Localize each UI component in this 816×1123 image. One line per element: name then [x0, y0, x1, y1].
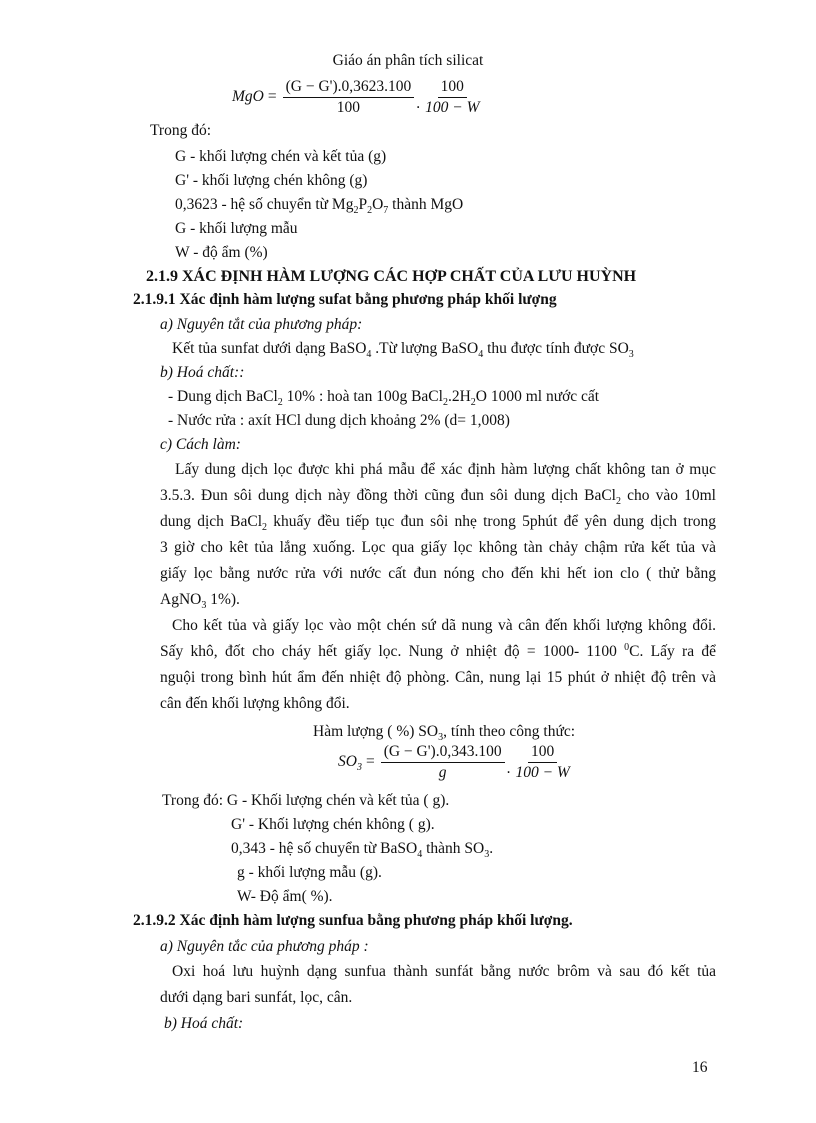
formula-dot: . — [416, 95, 421, 113]
formula-so3 — [338, 743, 575, 782]
def2-moisture: W- Độ ẩm( %). — [237, 888, 333, 905]
para3-line2: dưới dạng bari sunfát, lọc, cân. — [160, 989, 353, 1006]
section-heading-2192: 2.1.9.2 Xác định hàm lượng sunfua bằng phương pháp khối lượng. — [133, 912, 573, 929]
formula-mgo — [232, 78, 484, 117]
def-sample-mass: G - khối lượng mẫu — [175, 220, 298, 237]
b1-item-wash: - Nước rửa : axít HCl dung dịch khoảng 2% (d= 1,008) — [168, 412, 510, 429]
para2-line2: Sấy khô, đốt cho cháy hết giấy lọc. Nung ở nhiệt độ = 1000- 1100 $^0$C. Lấy ra để — [160, 641, 717, 660]
para1-line3: dung dịch BaCl$_2$ khuấy đều tiếp tục đun sôi nhẹ trong 5phút để yên dung dịch trong — [160, 513, 716, 534]
def2-g-prime: G' - Khối lượng chén không ( g). — [231, 816, 435, 833]
ham-luong-label: Hàm lượng ( %) $SO_3$, tính theo công thức: — [313, 723, 576, 744]
formula2-equals: = — [365, 753, 375, 771]
page-header: Giáo án phân tích silicat — [332, 52, 484, 69]
fraction-3 — [381, 743, 505, 782]
subheading-b1: b) Hoá chất:: — [160, 364, 245, 381]
para1-line6: AgNO$_3$ 1%). — [160, 591, 240, 612]
section-heading-219: 2.1.9 XÁC ĐỊNH HÀM LƯỢNG CÁC HỢP CHẤT CỦA LƯU HUỲNH — [146, 268, 637, 285]
fraction-2-denominator: 100 − W — [425, 98, 480, 116]
para1-line2: 3.5.3. Đun sôi dung dịch này đồng thời cũng đun sôi dung dịch BaCl$_2$ cho vào 10ml — [160, 487, 716, 508]
para2-line4: cân đến khối lượng không đổi. — [160, 695, 350, 712]
para1-line4: 3 giờ cho kêt tủa lắng xuống. Lọc qua giấy lọc không tàn chảy chậm rửa kết tủa và — [160, 539, 716, 556]
para1-line1: Lấy dung dịch lọc được khi phá mẫu để xác định hàm lượng chất không tan ở mục — [175, 461, 716, 478]
b1-item-bacl2: - Dung dịch BaCl$_2$ 10% : hoà tan 100g $BaCl_2.2H_2O$ 1000 ml nước cất — [168, 388, 600, 409]
def-g: G - khối lượng chén và kết tủa (g) — [175, 148, 387, 165]
formula-equals: = — [267, 88, 277, 106]
para2-line3: nguội trong bình hút ẩm đến nhiệt độ phòng. Cân, nung lại 15 phút ở nhiệt độ trên và — [160, 669, 716, 686]
fraction-1-denominator: 100 — [336, 98, 361, 116]
def-moisture: W - độ ẩm (%) — [175, 244, 268, 261]
fraction-2 — [422, 78, 482, 117]
formula2-lhs: $SO_3$ — [338, 753, 362, 774]
fraction-4-numerator: 100 — [528, 743, 557, 763]
trong-do-label: Trong đó: — [150, 122, 212, 139]
fraction-1 — [283, 78, 415, 117]
subheading-a1: a) Nguyên tắt của phương pháp: — [160, 316, 363, 333]
fraction-4-denominator: 100 − W — [515, 763, 570, 781]
fraction-4 — [512, 743, 572, 782]
def-g-prime: G' - khối lượng chén không (g) — [175, 172, 368, 189]
page-number: 16 — [692, 1059, 708, 1076]
para1-line5: giấy lọc bằng nước rửa với nước cất đun nóng cho đến khi hết ion clo ( thử bằng — [160, 565, 716, 582]
formula-lhs: MgO — [232, 88, 264, 106]
fraction-1-numerator: (G − G').0,3623.100 — [283, 78, 415, 98]
trong-do-2: Trong đó: G - Khối lượng chén và kết tủa ( g). — [162, 792, 450, 809]
a1-text: Kết tủa sunfat dưới dạng BaSO$_4$ .Từ lượng BaSO$_4$ thu được tính được $SO_3$ — [172, 340, 634, 361]
section-heading-2191: 2.1.9.1 Xác định hàm lượng sufat bằng phương pháp khối lượng — [133, 291, 557, 308]
def-coefficient: 0,3623 - hệ số chuyển từ $Mg_2P_2O_7$ thành MgO — [175, 196, 464, 217]
subheading-c1: c) Cách làm: — [160, 436, 241, 453]
def2-sample: g - khối lượng mẫu (g). — [237, 864, 382, 881]
formula2-dot: . — [506, 760, 511, 778]
fraction-2-numerator: 100 — [438, 78, 467, 98]
para2-line1: Cho kết tủa và giấy lọc vào một chén sứ dã nung và cân đến khối lượng không đổi. — [172, 617, 716, 634]
subheading-b2: b) Hoá chất: — [164, 1015, 244, 1032]
para3-line1: Oxi hoá lưu huỳnh dạng sunfua thành sunfát bằng nước brôm và sau đó kết tủa — [172, 963, 716, 980]
fraction-3-denominator: g — [438, 763, 447, 781]
subheading-a2: a) Nguyên tắc của phương pháp : — [160, 938, 369, 955]
def2-coefficient: 0,343 - hệ số chuyển từ BaSO$_4$ thành $SO_3$. — [231, 840, 494, 861]
fraction-3-numerator: (G − G').0,343.100 — [381, 743, 505, 763]
